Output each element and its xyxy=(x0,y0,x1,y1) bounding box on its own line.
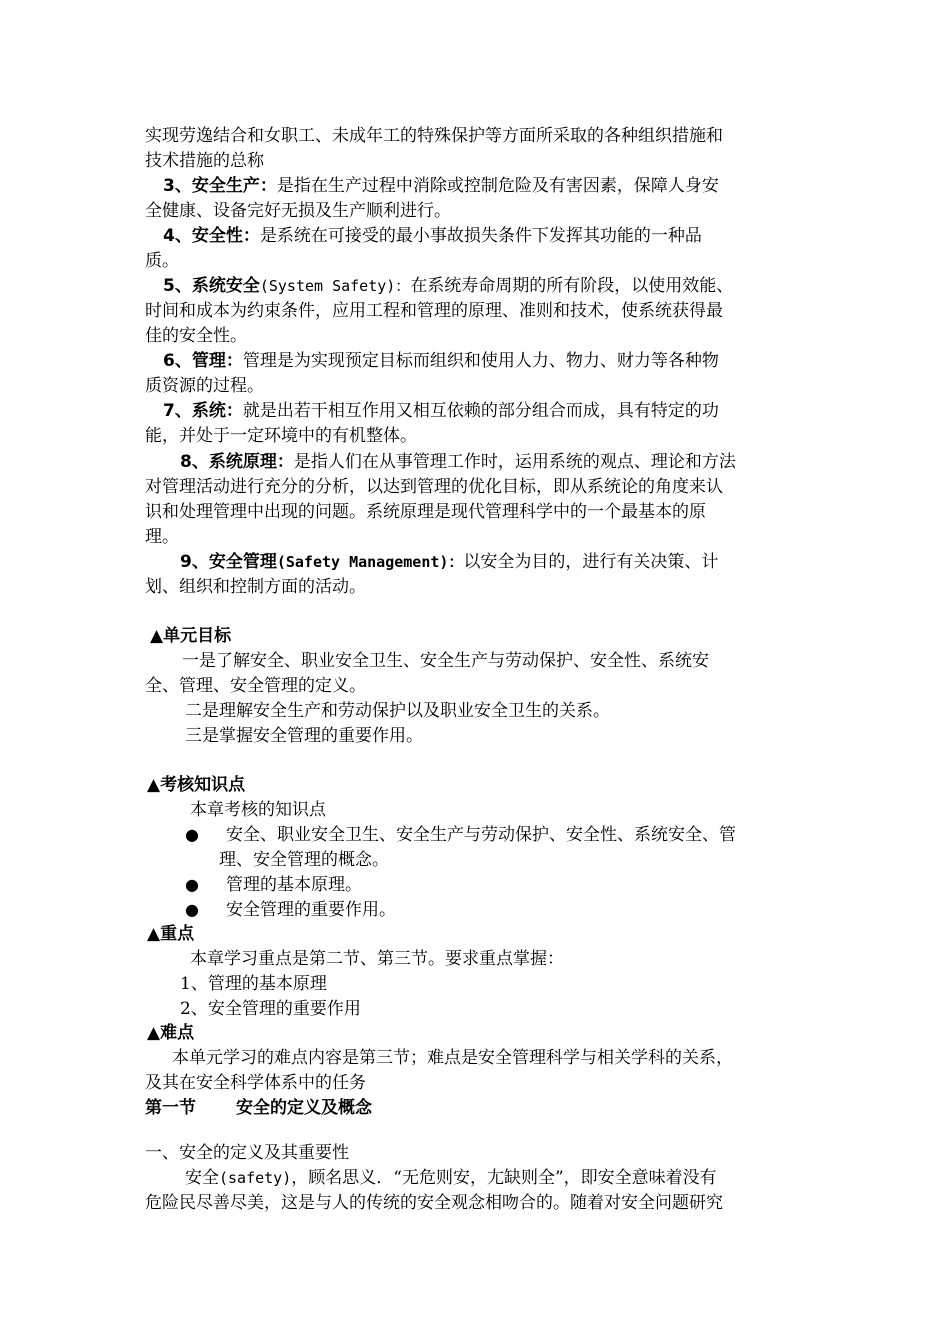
section-heading xyxy=(145,1096,890,1120)
definition-7 xyxy=(163,399,890,423)
definition-5-line-3: 佳的安全性。 xyxy=(145,326,247,346)
definition-4-line-2: 质。 xyxy=(145,251,179,271)
safety-paragraph-line-2: 危险民尽善尽美，这是与人的传统的安全观念相吻合的。随着对安全问题研究 xyxy=(145,1193,723,1213)
definition-term: 5、系统安全 xyxy=(163,276,260,296)
definition-8 xyxy=(180,450,890,474)
definition-text: 就是出若干相互作用又相互依赖的部分组合而成，具有特定的功 xyxy=(242,401,719,421)
definition-text: 是系统在可接受的最小事故损失条件下发挥其功能的一种品 xyxy=(259,226,702,246)
exam-point-3: 安全管理的重要作用。 xyxy=(226,900,396,920)
key-points-heading: ▲重点 xyxy=(147,924,195,944)
exam-point-1-line-2: 理、安全管理的概念。 xyxy=(219,850,389,870)
unit-goals-heading: ▲单元目标 xyxy=(150,626,232,646)
safety-text: ，顾名思义．“无危则安，尢缺则全”，即安全意味着没有 xyxy=(291,1168,717,1188)
definition-8-line-3: 识和处理管理中出现的问题。系统原理是现代管理科学中的一个最基本的原 xyxy=(145,502,706,522)
definition-text: 以安全为目的，进行有关决策、计 xyxy=(463,552,719,572)
key-point-2: 2、安全管理的重要作用 xyxy=(180,999,361,1019)
definition-text: 是指在生产过程中消除或控制危险及有害因素，保障人身安 xyxy=(276,176,719,196)
definition-term: 9、安全管理 xyxy=(180,552,277,572)
definition-5 xyxy=(163,274,890,298)
definition-8-line-4: 理。 xyxy=(145,527,179,547)
key-points-intro: 本章学习重点是第二节、第三节。要求重点掌握： xyxy=(190,949,564,969)
definition-text: 在系统寿命周期的所有阶段，以使用效能、 xyxy=(410,276,734,296)
definition-3 xyxy=(163,174,890,198)
unit-goal-2: 二是理解安全生产和劳动保护以及职业安全卫生的关系。 xyxy=(185,701,610,721)
section-number: 第一节 xyxy=(145,1098,196,1118)
bullet-icon: ● xyxy=(185,825,199,844)
difficulties-line-2: 及其在安全科学体系中的任务 xyxy=(145,1073,366,1093)
safety-term: 安全 xyxy=(185,1168,219,1188)
definition-text: 管理是为实现预定目标而组织和使用人力、物力、财力等各种物 xyxy=(242,351,719,371)
definition-6-line-2: 质资源的过程。 xyxy=(145,376,264,396)
definition-term: 7、系统： xyxy=(163,401,243,421)
definition-term: 4、安全性： xyxy=(163,226,260,246)
intro-line-1: 实现劳逸结合和女职工、未成年工的特殊保护等方面所采取的各种组织措施和 xyxy=(145,126,723,146)
subsection-heading: 一、安全的定义及其重要性 xyxy=(145,1143,349,1163)
unit-goal-1-line-2: 全、管理、安全管理的定义。 xyxy=(145,676,366,696)
unit-goal-1: 一是了解安全、职业安全卫生、安全生产与劳动保护、安全性、系统安 xyxy=(182,651,709,671)
exam-points-heading: ▲考核知识点 xyxy=(147,775,246,795)
definition-9-line-2: 划、组织和控制方面的活动。 xyxy=(145,577,366,597)
definition-term: 3、安全生产： xyxy=(163,176,277,196)
definition-term: 8、系统原理： xyxy=(180,452,294,472)
definition-english: (System Safety)： xyxy=(259,277,411,295)
definition-4 xyxy=(163,224,890,248)
bullet-icon: ● xyxy=(185,900,199,919)
definition-text: 是指人们在从事管理工作时，运用系统的观点、理论和方法 xyxy=(293,452,736,472)
definition-5-line-2: 时间和成本为约束条件，应用工程和管理的原理、准则和技术，使系统获得最 xyxy=(145,301,723,321)
difficulties-heading: ▲难点 xyxy=(147,1023,195,1043)
difficulties-line-1: 本单元学习的难点内容是第三节；难点是安全管理科学与相关学科的关系， xyxy=(172,1048,733,1068)
definition-9 xyxy=(180,550,890,574)
intro-line-2: 技术措施的总称 xyxy=(145,151,264,171)
definition-8-line-2: 对管理活动进行充分的分析，以达到管理的优化目标，即从系统论的角度来认 xyxy=(145,477,723,497)
safety-english: (safety) xyxy=(219,1169,292,1187)
definition-english: (Safety Management)： xyxy=(276,553,464,571)
safety-paragraph-line-1 xyxy=(185,1166,890,1190)
exam-point-2: 管理的基本原理。 xyxy=(226,875,362,895)
unit-goal-3: 三是掌握安全管理的重要作用。 xyxy=(185,726,423,746)
exam-point-1: 安全、职业安全卫生、安全生产与劳动保护、安全性、系统安全、管 xyxy=(226,825,736,845)
key-point-1: 1、管理的基本原理 xyxy=(180,974,327,994)
definition-term: 6、管理： xyxy=(163,351,243,371)
definition-7-line-2: 能，并处于一定环境中的有机整体。 xyxy=(145,426,417,446)
definition-3-line-2: 全健康、设备完好无损及生产顺利进行。 xyxy=(145,201,451,221)
definition-6 xyxy=(163,349,890,373)
exam-points-intro: 本章考核的知识点 xyxy=(190,800,326,820)
bullet-icon: ● xyxy=(185,875,199,894)
section-title: 安全的定义及概念 xyxy=(236,1098,372,1118)
